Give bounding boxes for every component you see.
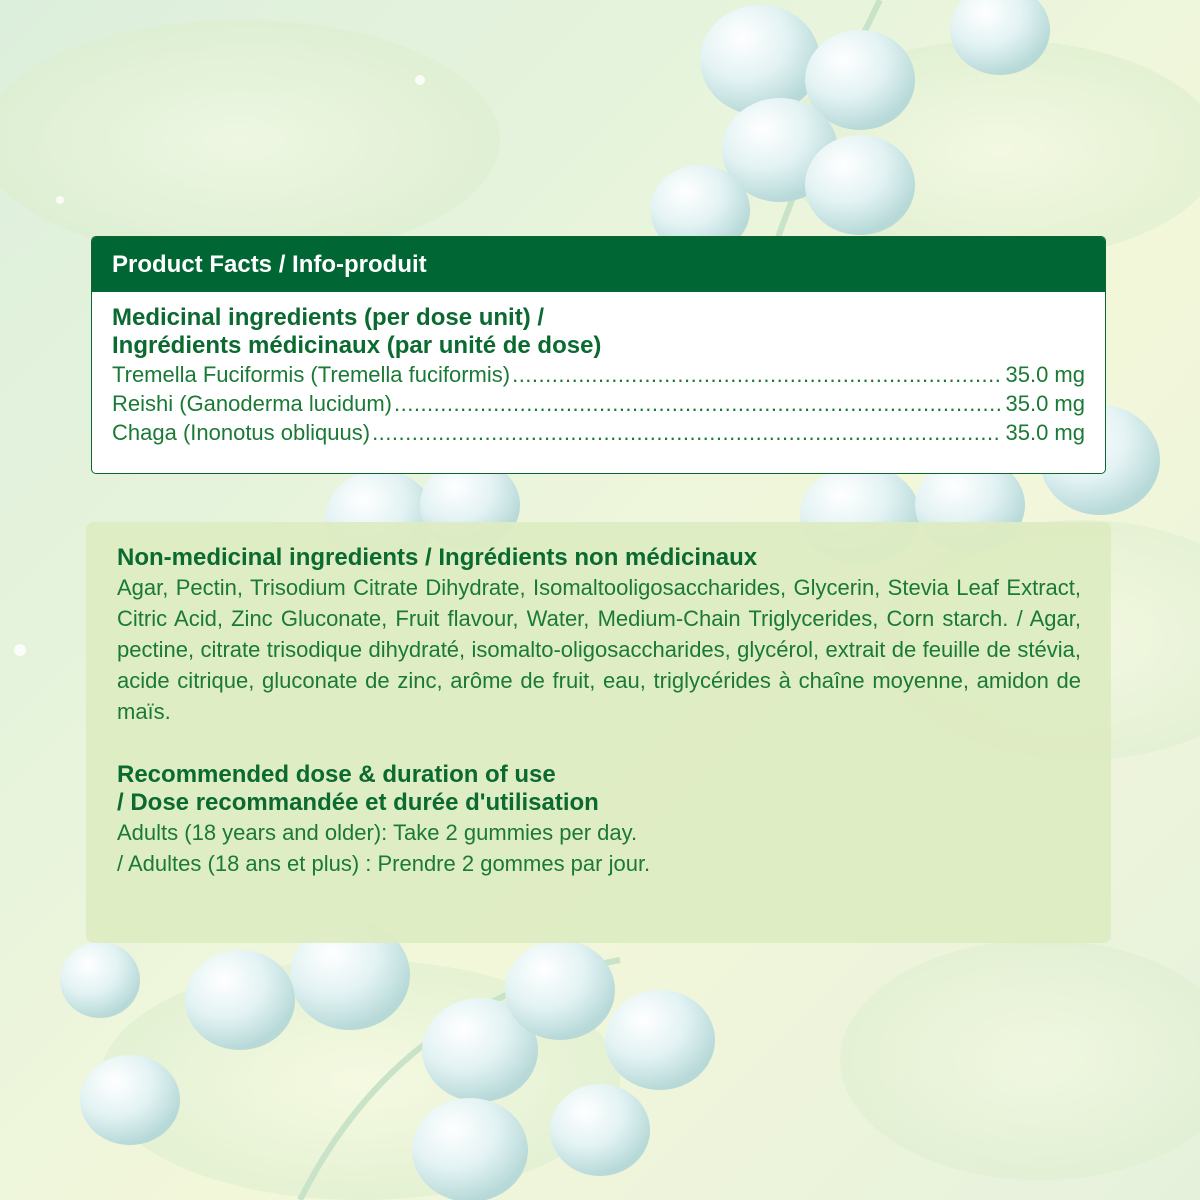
non-medicinal-heading: Non-medicinal ingredients / Ingrédients non médicinaux [117, 544, 758, 571]
dose-heading-en: Recommended dose & duration of use [117, 761, 556, 788]
ingredient-name: Chaga (Inonotus obliquus) [112, 420, 371, 445]
ingredient-row [112, 418, 1085, 447]
ingredients-dose-panel [86, 522, 1111, 943]
ingredient-name: Reishi (Ganoderma lucidum) [112, 391, 392, 416]
medicinal-heading-fr: Ingrédients médicinaux (par unité de dose) [112, 332, 602, 359]
dose-heading-fr: / Dose recommandée et durée d'utilisation [117, 789, 599, 816]
medicinal-heading-en: Medicinal ingredients (per dose unit) / [112, 304, 545, 331]
product-facts-header: Product Facts / Info-produit [92, 237, 1105, 292]
ingredient-amount: 35.0 mg [1005, 391, 1085, 416]
product-facts-box [91, 236, 1106, 474]
ingredient-name: Tremella Fuciformis (Tremella fuciformis) [112, 362, 511, 387]
dose-line-en: Adults (18 years and older): Take 2 gummies per day. [117, 820, 638, 845]
dot-leader [512, 360, 1001, 389]
non-medicinal-text: Agar, Pectin, Trisodium Citrate Dihydrate, Isomaltooligosaccharides, Glycerin, Stevia Leaf Extract, Citric Acid, Zinc Gluconate, Fruit flavour, Water, Medium-Chain Triglycerides, Corn starch. / Agar, pectine, citrate trisodique dihydraté, isomalto-oligosaccharides, glycérol, extrait de feuille de stévia, acide citrique, gluconate de zinc, arôme de fruit, eau, triglycérides à chaîne moyenne, amidon de maïs. [117, 575, 1081, 724]
dose-section [117, 761, 1081, 879]
ingredient-row [112, 360, 1085, 389]
ingredient-amount: 35.0 mg [1005, 420, 1085, 445]
ingredient-amount: 35.0 mg [1005, 362, 1085, 387]
medicinal-ingredients-section [92, 292, 1105, 447]
dot-leader [372, 418, 1001, 447]
dose-line-fr: / Adultes (18 ans et plus) : Prendre 2 gommes par jour. [117, 851, 651, 876]
ingredient-row [112, 389, 1085, 418]
dot-leader [394, 389, 1002, 418]
